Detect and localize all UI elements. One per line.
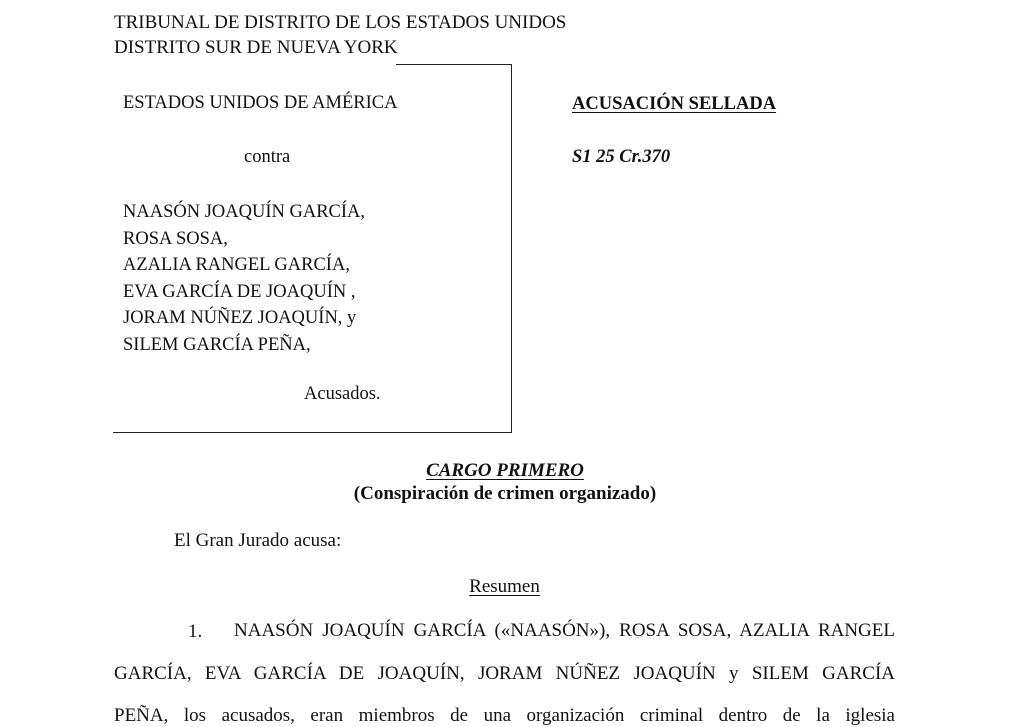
count-heading: CARGO PRIMERO: [426, 460, 584, 481]
paragraph-number: 1.: [188, 621, 203, 642]
defendant-name: NAASÓN JOAQUÍN GARCÍA,: [123, 202, 366, 222]
paragraph-line-partial: PEÑA, los acusados, eran miembros de una organización criminal dentro de la iglesia: [114, 705, 895, 726]
section-heading: Resumen: [469, 576, 540, 597]
defendants-list: [123, 199, 365, 358]
intro-text: El Gran Jurado acusa:: [174, 530, 342, 551]
plaintiff-name: ESTADOS UNIDOS DE AMÉRICA: [123, 93, 398, 113]
document-title: ACUSACIÓN SELLADA: [572, 94, 777, 114]
court-name-line1: TRIBUNAL DE DISTRITO DE LOS ESTADOS UNIDOS: [114, 12, 567, 33]
paragraph-line: NAASÓN JOAQUÍN GARCÍA («NAASÓN»), ROSA SOSA, AZALIA RANGEL: [234, 620, 895, 641]
defendant-name: ROSA SOSA,: [123, 228, 228, 249]
caption-top-rule: [396, 64, 512, 65]
defendant-name: SILEM GARCÍA PEÑA,: [123, 334, 311, 355]
count-subheading: (Conspiración de crimen organizado): [353, 483, 657, 504]
defendant-name: EVA GARCÍA DE JOAQUÍN ,: [123, 281, 356, 302]
defendants-label: Acusados.: [304, 384, 381, 404]
case-number: S1 25 Cr.370: [572, 147, 671, 167]
versus-label: contra: [244, 147, 291, 167]
paragraph-line: GARCÍA, EVA GARCÍA DE JOAQUÍN, JORAM NÚÑEZ JOAQUÍN y SILEM GARCÍA: [114, 663, 895, 684]
defendant-name: AZALIA RANGEL GARCÍA,: [123, 255, 350, 275]
paragraph-line-cut: [114, 702, 895, 726]
court-name-line2: DISTRITO SUR DE NUEVA YORK: [114, 37, 398, 58]
defendant-name: JORAM NÚÑEZ JOAQUÍN, y: [123, 308, 357, 328]
